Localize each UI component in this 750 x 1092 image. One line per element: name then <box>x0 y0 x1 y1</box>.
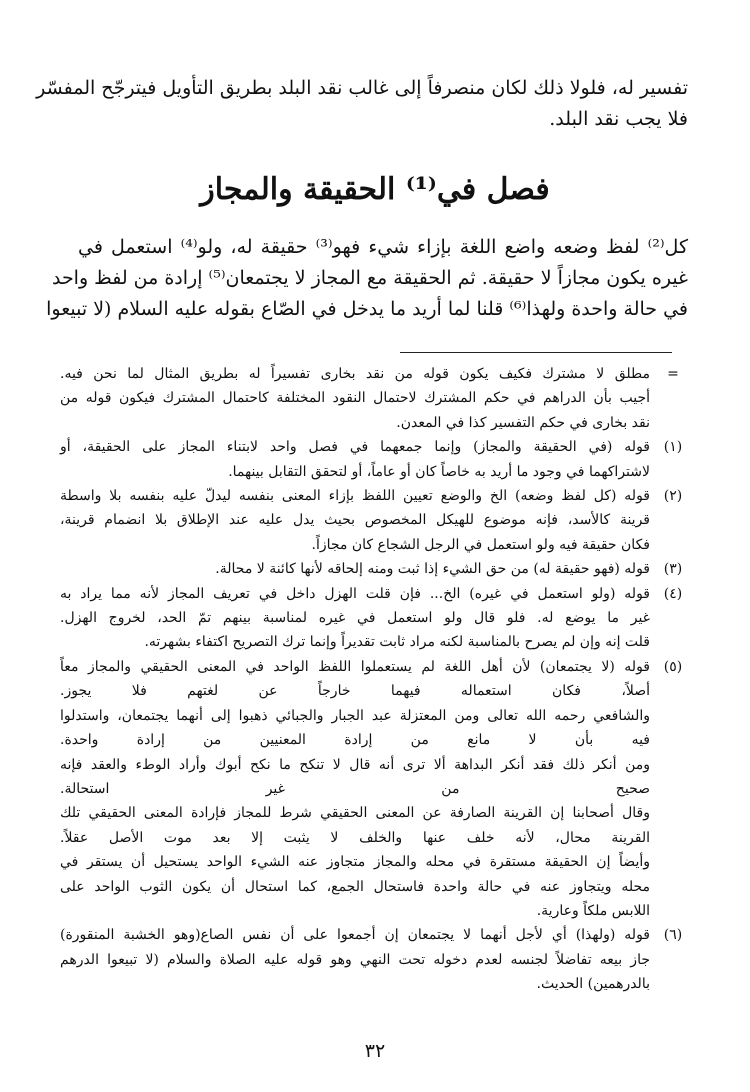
footnote-line: والشافعي رحمه الله تعالى ومن المعتزلة عبد الجبار والجبائي ذهبوا إلى أنهما يجتمعان، واستدلوا <box>60 707 650 724</box>
footnote-marker: (٥) <box>663 658 683 675</box>
body-line: في حالة واحدة ولهذا⁽⁶⁾ قلنا لما أريد ما يدخل في الصّاع بقوله عليه السلام (لا تبيعوا <box>46 298 688 320</box>
intro-paragraph <box>36 73 688 135</box>
footnote <box>60 484 688 557</box>
footnote-line: قرينة كالأسد، فإنه موضوع للهيكل المخصوص بحيث يدل عليه عند الإطلاق بلا انضمام قرينة، <box>60 512 650 529</box>
footnote-marker: = <box>667 366 679 382</box>
footnote <box>60 362 688 435</box>
footnote-line: لاشتراكهما في وجود ما أريد به خاصاً كان أو عاماً، أو لتحقق التقابل بينهما. <box>228 463 650 480</box>
footnote-line: أصلاً، فكان استعماله فيهما خارجاً عن لغتهم فلا يجوز. <box>60 683 650 700</box>
page-number: ٣٢ <box>364 1040 386 1062</box>
footnote-line: بالدرهمين) الحديث. <box>536 976 650 993</box>
footnote-line: محله ويتجاوز عنه في حالة واحدة فاستحال الجمع، كما استحال أن يكون الثوب الواحد على <box>60 878 650 895</box>
footnote-line: فيه بأن لا مانع من إرادة المعنيين من إرادة واحدة. <box>60 732 650 749</box>
footnote-line: قوله (في الحقيقة والمجاز) وإنما جمعهما في فصل واحد لابتناء المجاز على الحقيقة، أو <box>60 439 650 456</box>
footnote-divider <box>400 352 672 353</box>
footnote-line: القرينة محال، لأنه خلف عنها والخلف لا يثبت إلا بعد موت الأصل عقلاً. <box>60 829 650 846</box>
footnote-line: اللابس ملكاً وعارية. <box>536 902 650 919</box>
footnote-marker: (٦) <box>663 927 683 944</box>
footnote-line: وأيضاً إن الحقيقة مستقرة في محله والمجاز متجاوز عنه الشيء الواحد يستحيل أن يستقر في <box>60 854 650 871</box>
footnote-line: مطلق لا مشترك فكيف يكون قوله من نقد بخارى تفسيراً له بطريق المثال لما نحن فيه. <box>60 366 650 382</box>
footnote-line: نقد بخارى في حكم التفسير كذا في المعدن. <box>396 414 650 431</box>
footnote-line: ومن أنكر ذلك فقد أنكر البداهة ألا ترى أنه قال لا تنكح ما نكح أبوك وأراد الوطء والعقد فإنه <box>60 756 650 773</box>
intro-line: تفسير له، فلولا ذلك لكان منصرفاً إلى غالب نقد البلد بطريق التأويل فيترجّح المفسّر <box>36 77 688 99</box>
intro-line: فلا يجب نقد البلد. <box>549 108 688 130</box>
footnote-line: وقال أصحابنا إن القرينة الصارفة عن المعنى الحقيقي شرط للمجاز فإرادة المعنى الحقيقي تلك <box>60 805 650 822</box>
footnote-line: قوله (لا يجتمعان) لأن أهل اللغة لم يستعملوا اللفظ الواحد في المعنى الحقيقي والمجاز معاً <box>60 658 650 675</box>
footnote-marker: (٢) <box>663 488 683 505</box>
body-paragraph <box>46 232 688 325</box>
footnote-line: قوله (ولو استعمل في غيره) الخ... فإن قلت الهزل داخل في تعريف المجاز لأنه مما يراد به <box>60 585 650 602</box>
footnote <box>60 655 688 923</box>
footnote-line: غير ما يوضع له. فلو قال ولو استعمل في غيره لمناسبة بينهم تمّ الحد، لخروج الهزل. <box>60 610 650 627</box>
footnote-line: قوله (فهو حقيقة له) من حق الشيء إذا ثبت ومنه إلحاقه لأنها كائنة لا محالة. <box>215 561 650 578</box>
footnote-marker: (١) <box>663 439 683 456</box>
footnote-marker: (٣) <box>663 561 683 578</box>
footnote-line: قوله (ولهذا) أي لأجل أنهما لا يجتمعان إن أجمعوا على أن نفس الصاع(وهو الخشبة المنقورة) <box>60 927 650 944</box>
footnote <box>60 582 688 655</box>
footnote <box>60 923 688 996</box>
section-title: فصل في⁽¹⁾ الحقيقة والمجاز <box>200 172 550 207</box>
footnote-line: صحيح من غير استحالة. <box>60 780 650 797</box>
footnotes <box>60 362 688 997</box>
footnote <box>60 557 688 581</box>
footnote-line: قلت إنه وإن لم يصرح بالمناسبة لكنه مراد ثابت تقديراً وإنما ترك التصريح اكتفاء بشهرته. <box>144 634 650 651</box>
body-line: غيره يكون مجازاً لا حقيقة. ثم الحقيقة مع المجاز لا يجتمعان⁽⁵⁾ إرادة من لفظ واحد <box>51 267 688 289</box>
footnote-line: جاز بيعه تفاضلاً لجنسه لعدم دخوله تحت النهي وهو قوله عليه الصلاة والسلام (لا تبيعوا الدرهم <box>60 951 650 968</box>
footnote-marker: (٤) <box>663 585 683 602</box>
footnote-line: أجيب بأن الدراهم في حكم المشترك لاحتمال النقود المختلفة كاحتمال المشترك فيكون قوله من <box>60 390 650 407</box>
footnote-line: فكان حقيقة فيه ولو استعمل في الرجل الشجاع كان مجازاً. <box>311 536 650 553</box>
body-line: كل⁽²⁾ لفظ وضعه واضع اللغة بإزاء شيء فهو⁽³⁾ حقيقة له، ولو⁽⁴⁾ استعمل في <box>78 236 688 258</box>
footnote <box>60 435 688 484</box>
footnote-line: قوله (كل لفظ وضعه) الخ والوضع تعيين اللفظ بإزاء المعنى بنفسه ليدلّ عليه بنفسه بلا واسطة <box>60 488 650 505</box>
